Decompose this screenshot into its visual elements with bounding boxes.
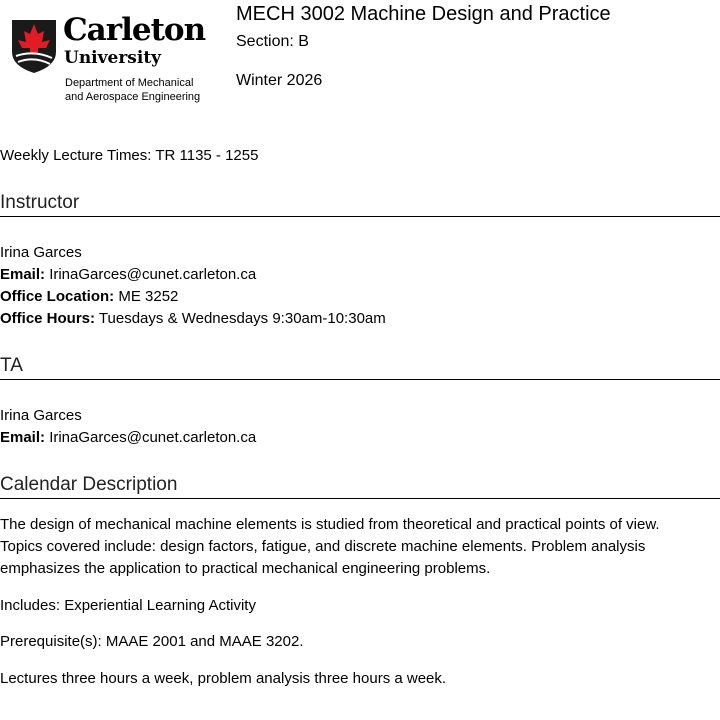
term: Winter 2026 [236, 72, 323, 89]
instructor-heading: Instructor [0, 192, 720, 217]
label: Office Location: [0, 288, 115, 305]
instructor-office [0, 286, 178, 308]
logo-dept: Department of Mechanical [65, 77, 194, 89]
ta-name: Irina Garces [0, 407, 82, 424]
email-value[interactable]: IrinaGarces@cunet.carleton.ca [49, 266, 257, 283]
calendar-heading: Calendar Description [0, 474, 720, 499]
carleton-logo [10, 12, 206, 106]
shield-icon [10, 18, 58, 74]
hours-value: Tuesdays & Wednesdays 9:30am-10:30am [98, 310, 386, 327]
instructor-email [0, 264, 256, 286]
ta-heading: TA [0, 355, 720, 380]
includes: Includes: Experiential Learning Activity [0, 597, 256, 614]
logo-sub: University [64, 48, 162, 68]
lecture-times: Weekly Lecture Times: TR 1135 - 1255 [0, 147, 259, 164]
logo-name: Carleton [63, 12, 206, 48]
prerequisites: Prerequisite(s): MAAE 2001 and MAAE 3202. [0, 633, 304, 650]
section: Section: B [236, 33, 309, 50]
calendar-description: The design of mechanical machine elements is studied from theoretical and practical points of view. Topics covered include: design factors, fatigue, and discrete machine elements. Problem analysis emphasizes the application to practical mechanical engineering problems. [0, 516, 660, 577]
instructor-hours [0, 308, 386, 330]
lecture-hours: Lectures three hours a week, problem analysis three hours a week. [0, 670, 447, 687]
email-value[interactable]: IrinaGarces@cunet.carleton.ca [49, 429, 257, 446]
instructor-name: Irina Garces [0, 244, 82, 261]
label: Email: [0, 429, 46, 446]
ta-email [0, 427, 256, 449]
label: Email: [0, 266, 46, 283]
label: Office Hours: [0, 310, 96, 327]
logo-dept: and Aerospace Engineering [65, 91, 201, 103]
office-value: ME 3252 [118, 288, 179, 305]
course-title: MECH 3002 Machine Design and Practice [236, 3, 611, 25]
